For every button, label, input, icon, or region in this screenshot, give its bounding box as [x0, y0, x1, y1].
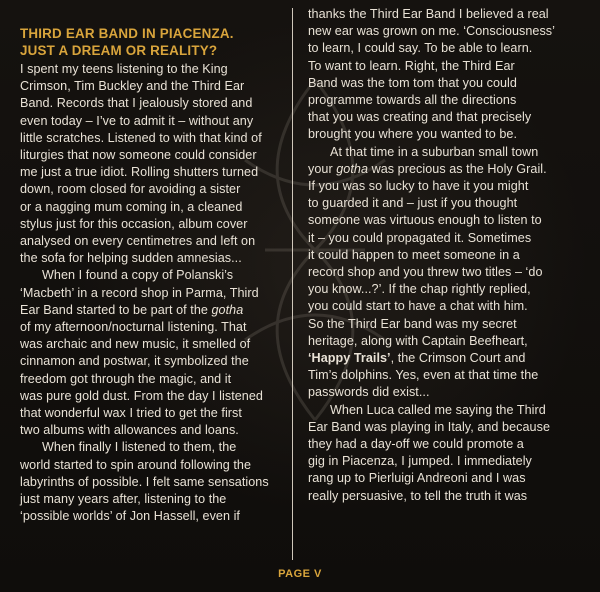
text-line: even today – I’ve to admit it – without any: [20, 113, 254, 128]
text-line: I spent my teens listening to the King: [20, 62, 228, 76]
text-line: ‘Macbeth’ in a record shop in Parma, Third: [20, 285, 259, 300]
text-line: to guarded it and – just if you thought: [308, 196, 518, 211]
text-line: it could happen to meet someone in a: [308, 247, 520, 262]
text-line: was pure gold dust. From the day I listened: [20, 388, 263, 403]
text-line: someone was virtuous enough to listen to: [308, 213, 542, 228]
text-line: gig in Piacenza, I jumped. I immediately: [308, 454, 532, 469]
heading-line-2: JUST A DREAM OR REALITY?: [20, 42, 218, 58]
text-line: was archaic and new music, it smelled of: [20, 337, 251, 352]
page-number: PAGE V: [278, 568, 322, 580]
text-line: When finally I listened to them, the: [42, 440, 237, 455]
text-line: Band. Records that I jealously stored and: [20, 96, 253, 111]
text-line: When I found a copy of Polanski’s: [42, 268, 234, 283]
text-run: was precious as the Holy Grail.: [368, 161, 547, 176]
text-run: , the Crimson Court and: [390, 351, 526, 366]
text-line: two albums with allowances and loans.: [20, 423, 239, 438]
text-line: you could start to have a chat with him.: [308, 299, 528, 314]
text-line: At that time in a suburban small town: [330, 144, 539, 159]
text-line: cinnamon and postwar, it symbolized the: [20, 354, 249, 369]
text-line: of my afternoon/nocturnal listening. That: [20, 320, 247, 335]
text-line: [20, 302, 282, 319]
heading-line-1: THIRD EAR BAND IN PIACENZA.: [20, 26, 234, 41]
italic-term: gotha: [336, 161, 369, 176]
right-column: [308, 6, 574, 505]
text-line: the sofa for helping sudden amnesias...: [20, 251, 242, 266]
text-line: [308, 350, 574, 367]
text-line: really persuasive, to tell the truth it was: [308, 488, 528, 503]
text-line: world started to spin around following the: [20, 457, 252, 472]
text-line: record shop and you threw two titles – ‘do: [308, 265, 543, 280]
paragraph-4: [308, 6, 574, 144]
paragraph-2: [20, 267, 282, 439]
text-line: analysed on every centimetres and left on: [20, 234, 256, 249]
text-line: me just a true idiot. Rolling shutters turned: [20, 165, 259, 180]
text-line: When Luca called me saying the Third: [330, 402, 546, 417]
text-line: thanks the Third Ear Band I believed a real: [308, 7, 549, 21]
text-line: to learn, I could say. To be able to learn.: [308, 41, 533, 56]
left-column: [20, 26, 282, 525]
text-line: So the Third Ear band was my secret: [308, 316, 517, 331]
text-line: or a nagging mum coming in, a cleaned: [20, 199, 243, 214]
text-line: new ear was grown on me. ‘Consciousness’: [308, 24, 555, 39]
paragraph-5: [308, 144, 574, 402]
text-line: programme towards all the directions: [308, 93, 517, 108]
text-line: stylus just for this occasion, album cover: [20, 216, 248, 231]
paragraph-3: [20, 439, 282, 525]
album-title: ‘Happy Trails’: [308, 351, 391, 366]
text-line: it – you could propagated it. Sometimes: [308, 230, 532, 245]
text-line: freedom got through the magic, and it: [20, 371, 232, 386]
text-run: your: [308, 161, 337, 176]
text-line: heritage, along with Captain Beefheart,: [308, 333, 528, 348]
paragraph-6: [308, 402, 574, 505]
text-line: ‘possible worlds’ of Jon Hassell, even if: [20, 509, 240, 524]
column-divider: [292, 8, 293, 560]
text-line: rang up to Pierluigi Andreoni and I was: [308, 471, 526, 486]
italic-term: gotha: [211, 302, 244, 317]
text-line: little scratches. Listened to with that kind of: [20, 130, 262, 145]
text-line: down, room closed for avoiding a sister: [20, 182, 241, 197]
text-line: If you was so lucky to have it you might: [308, 179, 529, 194]
text-line: brought you where you wanted to be.: [308, 127, 517, 142]
text-line: Ear Band was playing in Italy, and because: [308, 419, 550, 434]
text-run: Ear Band started to be part of the: [20, 302, 212, 317]
text-line: that you was creating and that precisely: [308, 110, 532, 125]
text-line: To want to learn. Right, the Third Ear: [308, 58, 515, 73]
text-line: [308, 161, 574, 178]
text-line: you know...?’. If the chap rightly replied,: [308, 282, 531, 297]
text-line: that wonderful wax I tried to get the first: [20, 406, 242, 421]
text-line: Tim’s dolphins. Yes, even at that time the: [308, 368, 539, 383]
text-line: liturgies that now someone could consider: [20, 148, 257, 163]
text-line: Crimson, Tim Buckley and the Third Ear: [20, 79, 245, 94]
article-heading: [20, 26, 282, 59]
text-line: passwords did exist...: [308, 385, 430, 400]
text-line: they had a day-off we could promote a: [308, 437, 524, 452]
paragraph-1: [20, 61, 282, 267]
text-line: Band was the tom tom that you could: [308, 75, 517, 90]
text-line: just many years after, listening to the: [20, 492, 227, 507]
text-line: labyrinths of possible. I felt same sensations: [20, 474, 269, 489]
